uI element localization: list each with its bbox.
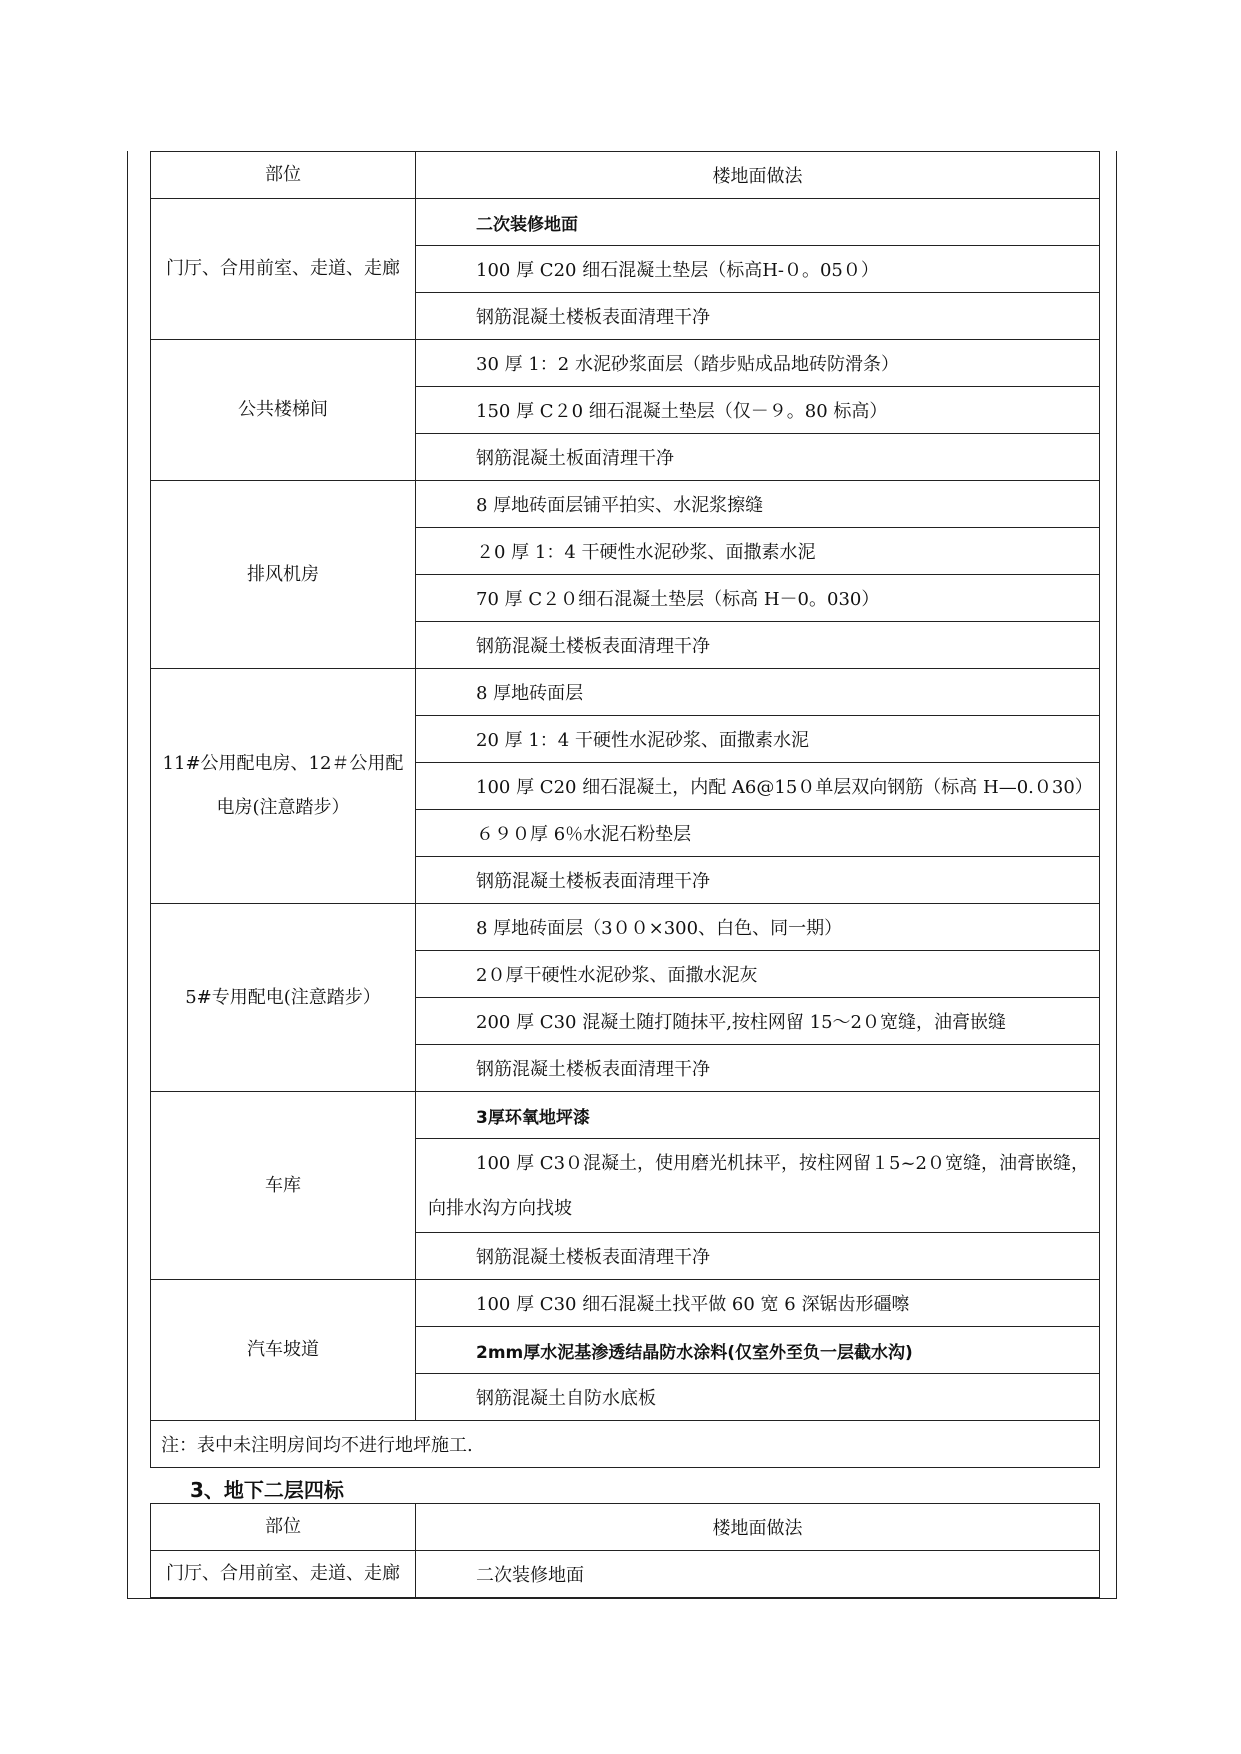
- header-method: 楼地面做法: [416, 1504, 1100, 1551]
- method-item: 200 厚 C30 混凝土随打随抹平,按柱网留 15～2０宽缝，油膏嵌缝: [416, 998, 1100, 1045]
- header-part: 部位: [151, 1504, 416, 1551]
- method-item: 100 厚 C3０混凝土，使用磨光机抹平，按柱网留１5~2０宽缝，油膏嵌缝，向排水沟方向找坡: [416, 1139, 1100, 1233]
- floor-spec-table-2: [150, 1503, 1100, 1598]
- table-row: [151, 199, 1100, 246]
- method-item: 钢筋混凝土楼板表面清理干净: [416, 293, 1100, 340]
- header-part: 部位: [151, 152, 416, 199]
- table-header-row: [151, 1504, 1100, 1551]
- method-item: 钢筋混凝土自防水底板: [416, 1374, 1100, 1421]
- method-item: 二次装修地面: [416, 1551, 1100, 1598]
- method-item: 8 厚地砖面层（3００×300、白色、同一期）: [416, 904, 1100, 951]
- table-row: [151, 904, 1100, 951]
- table-note: 注：表中未注明房间均不进行地坪施工.: [151, 1421, 1100, 1468]
- part-cell: 门厅、合用前室、走道、走廊: [151, 199, 416, 340]
- part-cell: 排风机房: [151, 481, 416, 669]
- method-item: ２0 厚 1：4 干硬性水泥砂浆、面撒素水泥: [416, 528, 1100, 575]
- method-item: 20 厚 1：4 干硬性水泥砂浆、面撒素水泥: [416, 716, 1100, 763]
- method-item: 钢筋混凝土楼板表面清理干净: [416, 1233, 1100, 1280]
- method-item: 二次装修地面: [416, 199, 1100, 246]
- table-header-row: [151, 152, 1100, 199]
- part-cell: 11#公用配电房、12＃公用配电房(注意踏步）: [151, 669, 416, 904]
- method-item: 钢筋混凝土楼板表面清理干净: [416, 622, 1100, 669]
- method-item: 8 厚地砖面层: [416, 669, 1100, 716]
- header-method: 楼地面做法: [416, 152, 1100, 199]
- part-cell: 门厅、合用前室、走道、走廊: [151, 1551, 416, 1598]
- part-cell: 5#专用配电(注意踏步）: [151, 904, 416, 1092]
- part-cell: 车库: [151, 1092, 416, 1280]
- section-title: 3、地下二层四标: [190, 1478, 344, 1502]
- method-item: 30 厚 1：2 水泥砂浆面层（踏步贴成品地砖防滑条）: [416, 340, 1100, 387]
- method-item: 100 厚 C20 细石混凝土垫层（标高H-０。05０）: [416, 246, 1100, 293]
- table-row: [151, 481, 1100, 528]
- method-item: 100 厚 C20 细石混凝土，内配 A6@15０单层双向钢筋（标高 H—0.０30）: [416, 763, 1100, 810]
- table-row: [151, 1092, 1100, 1139]
- table-row: [151, 340, 1100, 387]
- part-cell: 公共楼梯间: [151, 340, 416, 481]
- method-item: 70 厚 C２０细石混凝土垫层（标高 H－0。030）: [416, 575, 1100, 622]
- method-item: 钢筋混凝土楼板表面清理干净: [416, 857, 1100, 904]
- table-row: [151, 669, 1100, 716]
- method-item: 8 厚地砖面层铺平拍实、水泥浆擦缝: [416, 481, 1100, 528]
- method-item: 钢筋混凝土楼板表面清理干净: [416, 1045, 1100, 1092]
- method-item: 钢筋混凝土板面清理干净: [416, 434, 1100, 481]
- method-item: 100 厚 C30 细石混凝土找平做 60 宽 6 深锯齿形礓嚓: [416, 1280, 1100, 1327]
- floor-spec-table-1: [150, 151, 1100, 1468]
- note-row: [151, 1421, 1100, 1468]
- method-item: 2０厚干硬性水泥砂浆、面撒水泥灰: [416, 951, 1100, 998]
- method-item: 2mm厚水泥基渗透结晶防水涂料(仅室外至负一层截水沟): [416, 1327, 1100, 1374]
- table-row: [151, 1551, 1100, 1598]
- method-item: 3厚环氧地坪漆: [416, 1092, 1100, 1139]
- method-item: 150 厚 C２0 细石混凝土垫层（仅－９。80 标高）: [416, 387, 1100, 434]
- part-cell: 汽车坡道: [151, 1280, 416, 1421]
- method-item: ６９０厚 6％水泥石粉垫层: [416, 810, 1100, 857]
- table-row: [151, 1280, 1100, 1327]
